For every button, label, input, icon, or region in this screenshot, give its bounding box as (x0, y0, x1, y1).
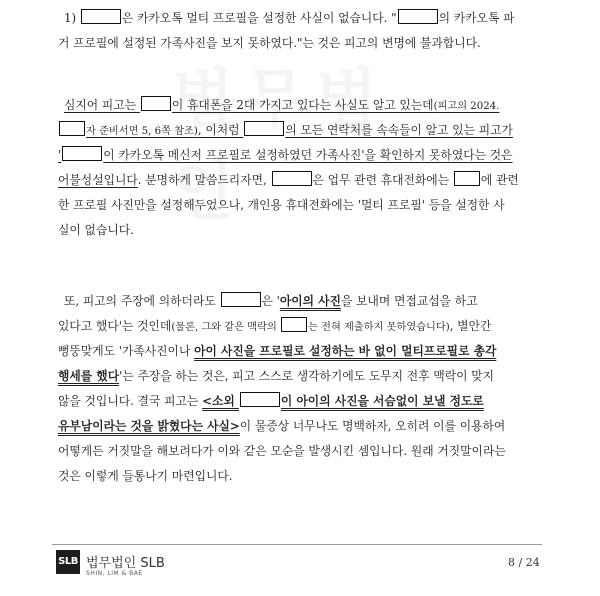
underlined-text: 심지어 피고는 (64, 98, 140, 112)
text-line (58, 364, 548, 389)
underlined-text: 이 카카오톡 메신저 프로필로 설정하였던 가족사진'을 확인하지 못하였다는 것은 (103, 148, 513, 162)
paragraph-1 (58, 6, 548, 56)
text-line (58, 314, 548, 339)
text-line (58, 414, 548, 439)
emphasized-text: 이 아이의 사진을 서슴없이 보낼 정도로 (280, 394, 484, 408)
text-span: 않을 것입니다. 결국 피고는 (58, 394, 203, 408)
text-span: 한 프로필 사진만을 설정해두었으나, 개인용 휴대전화에는 '멀티 프로필' 등을 설정한 사 (58, 198, 505, 212)
text-span: , 별안간 (449, 319, 492, 333)
text-span: 은 업무 관련 휴대전화에는 (312, 173, 453, 187)
paragraph-2 (58, 93, 548, 243)
text-span: 있다고 했다'는 것인데 (58, 319, 172, 333)
text-span: 것은 이렇게 들통나기 마련입니다. (58, 469, 233, 483)
text-span: 실이 없습니다. (58, 223, 134, 237)
text-line (58, 218, 548, 243)
emphasized-text: <소외 (202, 394, 239, 408)
text-span: . 분명하게 말씀드리자면, (137, 173, 271, 187)
redaction-box (244, 121, 284, 136)
text-span: 이 물증상 너무나도 명백하자, 오히려 이를 이용하여 (239, 419, 506, 433)
footer-divider (52, 544, 542, 545)
firm-subtitle: SHIN, LIM & BAE (86, 570, 143, 577)
parenthetical-text: 는 전혀 제출하지 못하였습니다) (308, 322, 450, 333)
underlined-text: 의 모든 연락처를 속속들이 알고 있는 피고가 (285, 123, 513, 137)
citation-text: 자 준비서면 5, 6쪽 참조) (86, 126, 198, 137)
redaction-box (281, 317, 307, 332)
firm-logo (56, 550, 256, 584)
text-line (58, 6, 548, 31)
redaction-box (81, 9, 121, 24)
emphasized-text: 유부남이라는 것을 밝혔다는 사실> (58, 419, 240, 433)
emphasized-text: 행세를 했다 (58, 369, 120, 383)
text-line (58, 168, 548, 193)
redaction-box (454, 171, 480, 186)
emphasized-text: 아이 사진을 프로필로 설정하는 바 없이 멀티프로필로 총각 (194, 344, 497, 358)
underlined-text: , 이처럼 (197, 123, 244, 137)
text-span: 에 관련 (480, 173, 519, 187)
text-span: 또, 피고의 주장에 의하더라도 (64, 294, 220, 308)
text-line (58, 93, 548, 118)
redaction-box (62, 146, 102, 161)
page-number: 8 / 24 (508, 556, 540, 569)
redaction-box (240, 392, 280, 407)
parenthetical-text: (물론, 그와 같은 맥락의 (171, 322, 281, 333)
text-line (58, 31, 548, 56)
firm-name: 법무법인 SLB (86, 556, 165, 571)
text-span: 의 카카오톡 파 (438, 11, 515, 25)
redaction-box (141, 96, 171, 111)
text-span: '는 주장을 하는 것은, 피고 스스로 생각하기에도 도무지 전후 맥락이 맞지 (119, 369, 495, 383)
text-span: 을 보내며 면접교섭을 하고 (340, 294, 478, 308)
text-line (58, 439, 548, 464)
citation-text: (피고의 2024. (433, 101, 500, 112)
text-line (58, 118, 548, 143)
text-line (58, 143, 548, 168)
logo-mark-icon: SLB (56, 550, 80, 574)
text-span: 은 카카오톡 멀티 프로필을 설정한 사실이 없습니다. " (121, 11, 397, 25)
redaction-box (272, 171, 312, 186)
text-span: 뻥뚱맞게도 '가족사진이나 (58, 344, 195, 358)
text-span: 어떻게든 거짓말을 해보려다가 이와 같은 모순을 발생시킨 셈입니다. 원래 거짓말이라는 (58, 444, 506, 458)
redaction-box (221, 292, 261, 307)
underlined-text: ' (58, 148, 62, 162)
text-span: 거 프로필에 설정된 가족사진을 보지 못하였다."는 것은 피고의 변명에 불과합니다. (58, 36, 481, 50)
text-line (58, 289, 548, 314)
underlined-text: 어불성설입니다 (58, 173, 138, 187)
emphasized-text: 아이의 사진 (279, 294, 341, 308)
redaction-box (59, 121, 85, 136)
text-line (58, 339, 548, 364)
paragraph-3 (58, 289, 548, 489)
underlined-text: 이 휴대폰을 2대 가지고 있다는 사실도 알고 있는데 (171, 98, 434, 112)
text-span: 1) (64, 11, 80, 25)
redaction-box (398, 9, 438, 24)
text-line (58, 464, 548, 489)
text-line (58, 389, 548, 414)
text-span: 은 ' (261, 294, 280, 308)
text-line (58, 193, 548, 218)
